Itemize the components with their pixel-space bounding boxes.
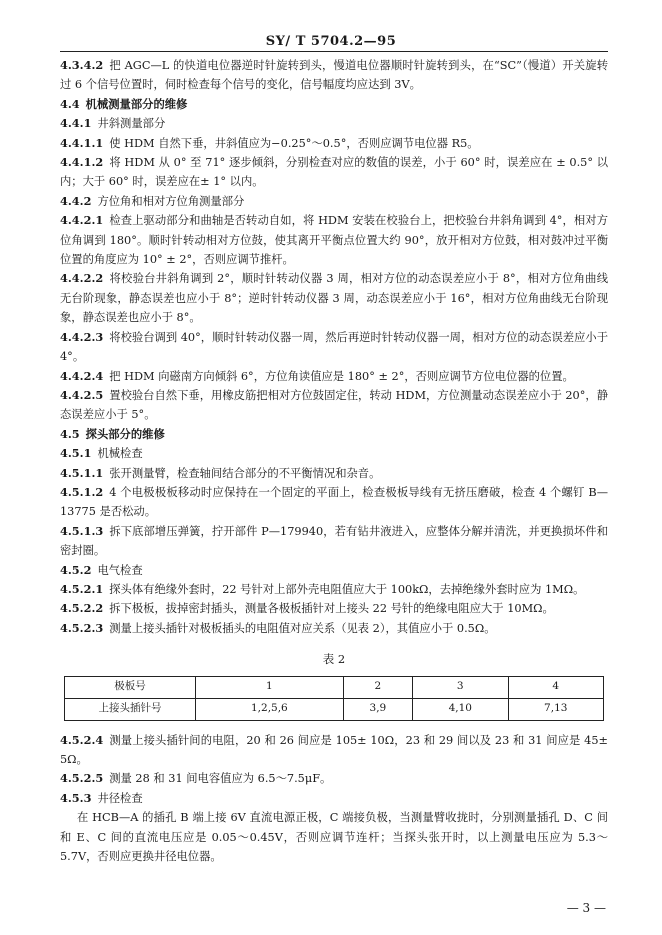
clause-text: 测量上接头插针间的电阻，20 和 26 间应是 105± 10Ω，23 和 29 间以及 23 和 31 间应是 45± 5Ω。 xyxy=(60,733,608,766)
clause-number: 4.5.1.3 xyxy=(60,523,104,538)
table-row xyxy=(65,698,604,720)
paragraph xyxy=(60,153,608,192)
table-cell: 7,13 xyxy=(508,698,604,720)
clause-text: 将 HDM 从 0° 至 71° 逐步倾斜，分别检查对应的数值的误差，小于 60° 时，误差应在 ± 0.5° 以内；大于 60° 时，误差应在± 1° 以内。 xyxy=(60,156,608,189)
clause-number: 4.4.2.2 xyxy=(60,271,104,286)
paragraph xyxy=(60,731,608,770)
clause-text: 测量上接头插针对极板插头的电阻值对应关系（见表 2），其值应小于 0.5Ω。 xyxy=(109,621,496,635)
section-heading xyxy=(60,425,608,444)
paragraph xyxy=(60,522,608,561)
header-title: SY/ T 5704.2—95 xyxy=(265,34,397,49)
table-cell: 3,9 xyxy=(343,698,412,720)
paragraph xyxy=(60,580,608,599)
paragraph xyxy=(60,619,608,638)
clause-text: 井斜测量部分 xyxy=(97,117,166,131)
clause-text: 井径检查 xyxy=(97,791,143,805)
clause-number: 4.5.1.1 xyxy=(60,465,104,480)
clause-text: 机械检查 xyxy=(97,447,143,461)
clause-number: 4.5.2.5 xyxy=(60,771,104,786)
clause-number: 4.5.2.2 xyxy=(60,601,104,616)
clause-number: 4.4.2.4 xyxy=(60,368,104,383)
clause-text: 测量 28 和 31 间电容值应为 6.5～7.5μF。 xyxy=(109,772,332,786)
paragraph xyxy=(60,134,608,153)
clause-number: 4.4.2.3 xyxy=(60,329,104,344)
clause-number: 4.4.2.1 xyxy=(60,213,104,228)
table-cell: 极板号 xyxy=(65,676,196,698)
clause-number: 4.5.2.4 xyxy=(60,732,104,747)
section-heading xyxy=(60,192,608,211)
paragraph xyxy=(60,769,608,788)
section-heading xyxy=(60,114,608,133)
clause-text: 4 个电极极板移动时应保持在一个固定的平面上，检查极板导线有无挤压磨破，检查 4 个螺钉 B—13775 是否松动。 xyxy=(60,485,608,519)
clause-text: 电气检查 xyxy=(97,563,143,577)
paragraph xyxy=(60,808,608,866)
clause-text: 探头部分的维修 xyxy=(85,426,165,441)
clause-text: 探头体有绝缘外套时，22 号针对上部外壳电阻值应大于 100kΩ，去掉绝缘外套时应为 1MΩ。 xyxy=(109,582,585,596)
clause-number: 4.4.1.2 xyxy=(60,155,104,170)
clause-number: 4.5.1 xyxy=(60,446,92,461)
table-cell: 3 xyxy=(413,676,508,698)
clause-text: 拆下极板，拔掉密封插头，测量各极板插针对上接头 22 号针的绝缘电阻应大于 10MΩ。 xyxy=(109,602,554,616)
table-cell: 2 xyxy=(343,676,412,698)
section-heading xyxy=(60,95,608,114)
paragraph xyxy=(60,56,608,95)
clause-text: 方位角和相对方位角测量部分 xyxy=(97,194,245,208)
table-caption: 表 2 xyxy=(322,652,346,667)
table-cell: 4,10 xyxy=(413,698,508,720)
clause-text: 把 AGC—L 的快道电位器逆时针旋转到头，慢道电位器顺时针旋转到头，在“SC”（慢道）开关旋转过 6 个信号位置时，伺时检查每个信号的变化，信号幅度均应达到 3V。 xyxy=(60,59,608,92)
paragraphs-after-table xyxy=(60,731,608,867)
clause-number: 4.4 xyxy=(60,96,80,111)
clause-number: 4.4.2.5 xyxy=(60,387,104,402)
table-cell: 上接头插针号 xyxy=(65,698,196,720)
section-heading xyxy=(60,561,608,580)
table-cell: 1 xyxy=(196,676,344,698)
paragraphs-before-table xyxy=(60,56,608,638)
paragraph xyxy=(60,367,608,386)
table-cell: 1,2,5,6 xyxy=(196,698,344,720)
clause-text: 置校验台自然下垂，用橡皮筋把相对方位鼓固定住，转动 HDM，方位测量动态误差应小于 20°，静态误差应小于 5°。 xyxy=(60,388,608,422)
table-2 xyxy=(64,676,604,721)
clause-number: 4.5.2.1 xyxy=(60,581,104,596)
clause-number: 4.5.3 xyxy=(60,790,92,805)
paragraph xyxy=(60,464,608,483)
paragraph xyxy=(60,386,608,425)
clause-text: 将校验台调到 40°，顺时针转动仪器一周，然后再逆时针转动仪器一周，相对方位的动态误差应小于 4°。 xyxy=(60,330,608,364)
paragraph xyxy=(60,211,608,269)
clause-text: 拆下底部增压弹簧，拧开部件 P—179940，若有钻井液进入，应整体分解并清洗，并更换损坏件和密封圈。 xyxy=(60,524,608,558)
clause-text: 在 HCB—A 的插孔 B 端上接 6V 直流电源正极，C 端接负极，当测量臂收拢时，分别测量插孔 D、C 间和 E、C 间的直流电压应是 0.05～0.45V，否则应调节连杆；当探头张开时，以上测量电压应为 5.3～5.7V，否则应更换井径电位器。 xyxy=(60,811,608,864)
clause-text: 将校验台井斜角调到 2°，顺时针转动仪器 3 周，相对方位的动态误差应小于 8°，相对方位角曲线无台阶现象，静态误差也应小于 8°；逆时针转动仪器 3 周，动态误差应小于 16°，相对方位角曲线无台阶现象，静态误差也应小于 8°。 xyxy=(60,272,608,325)
clause-text: 检查上驱动部分和曲轴是否转动自如，将 HDM 安装在校验台上，把校验台井斜角调到 4°，相对方位角调到 180°。顺时针转动相对方位鼓，使其离开平衡点位置大约 90°，放开相对方位鼓，相对鼓冲过平衡位置的角度应为 10° ± 2°，否则应调节推杆。 xyxy=(60,214,608,267)
clause-text: 张开测量臂，检查轴间结合部分的不平衡情况和杂音。 xyxy=(109,466,381,480)
paragraph xyxy=(60,269,608,327)
section-heading xyxy=(60,444,608,463)
clause-text: 把 HDM 向磁南方向倾斜 6°，方位角读值应是 180° ± 2°，否则应调节方位电位器的位置。 xyxy=(109,369,574,383)
clause-number: 4.4.1 xyxy=(60,116,92,131)
header-rule xyxy=(60,51,608,52)
clause-number: 4.5.2 xyxy=(60,562,92,577)
clause-text: 机械测量部分的维修 xyxy=(85,96,188,111)
clause-number: 4.3.4.2 xyxy=(60,58,104,72)
clause-number: 4.5.1.2 xyxy=(60,484,104,499)
page-number: — 3 — xyxy=(566,901,606,915)
clause-number: 4.4.1.1 xyxy=(60,135,104,150)
clause-number: 4.4.2 xyxy=(60,193,92,208)
table-row xyxy=(65,676,604,698)
section-heading xyxy=(60,789,608,808)
clause-number: 4.5 xyxy=(60,426,80,441)
paragraph xyxy=(60,328,608,367)
body-content xyxy=(60,56,608,866)
paragraph xyxy=(60,599,608,618)
table-cell: 4 xyxy=(508,676,604,698)
paragraph xyxy=(60,483,608,522)
clause-text: 使 HDM 自然下垂，井斜值应为−0.25°～0.5°，否则应调节电位器 R5。 xyxy=(109,136,479,150)
clause-number: 4.5.2.3 xyxy=(60,620,104,635)
